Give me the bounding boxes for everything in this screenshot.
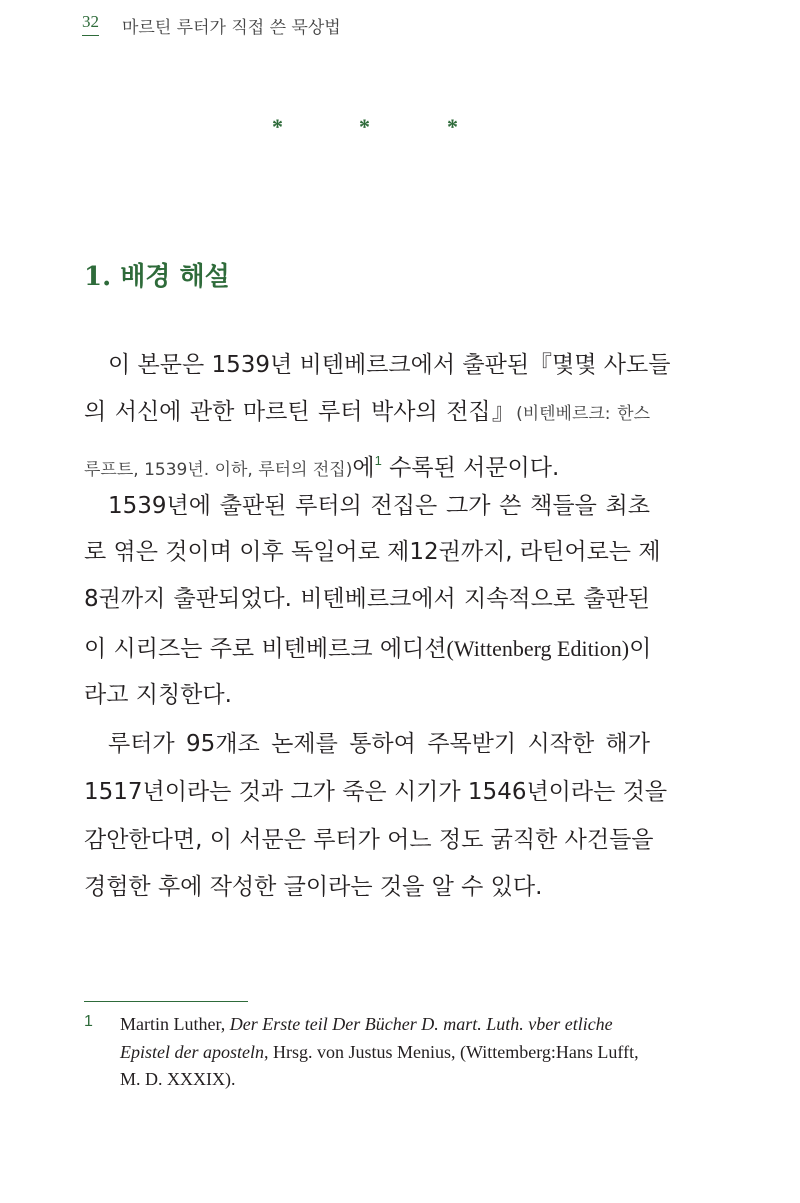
- text: (Wittenberg Edition): [446, 636, 630, 661]
- text: 에: [352, 455, 375, 481]
- body-line: [84, 446, 650, 485]
- footnote-line: M. D. XXXIX).: [120, 1069, 236, 1089]
- text: Epistel der aposteln: [120, 1042, 264, 1062]
- text: (비텐베르크: 한스: [516, 404, 650, 424]
- running-title: 마르틴 루터가 직접 쓴 묵상법: [122, 18, 341, 38]
- text: 이 시리즈는 주로 비텐베르크 에디션: [84, 636, 447, 662]
- footnote-line: [120, 1039, 639, 1066]
- footnote-line: [120, 1011, 613, 1038]
- footnote-ref[interactable]: 1: [374, 453, 382, 468]
- text: 의 서신에 관한 마르틴 루터 박사의 전집』: [84, 399, 517, 425]
- text: Martin Luther,: [120, 1014, 230, 1034]
- text: 수록된 서문이다.: [381, 455, 560, 481]
- body-line: [84, 397, 650, 429]
- footnote-rule: [84, 1001, 248, 1002]
- body-line: 감안한다면, 이 서문은 루터가 어느 정도 굵직한 사건들을: [84, 827, 654, 853]
- text: , Hrsg. von Justus Menius, (Wittemberg:Hans Lufft,: [263, 1042, 639, 1062]
- body-line: 1539년에 출판된 루터의 전집은 그가 쓴 책들을 최초: [108, 493, 650, 519]
- body-line: 8권까지 출판되었다. 비텐베르크에서 지속적으로 출판된: [84, 586, 650, 612]
- separator-asterisk: *: [272, 114, 283, 139]
- body-line: 이 본문은 1539년 비텐베르크에서 출판된『몇몇 사도들: [108, 352, 671, 378]
- body-line: 라고 지칭한다.: [84, 682, 232, 708]
- text: 이: [629, 636, 652, 662]
- body-line: 1517년이라는 것과 그가 죽은 시기가 1546년이라는 것을: [84, 779, 668, 805]
- separator-asterisk: *: [359, 114, 370, 139]
- page-number: 32: [82, 12, 99, 36]
- text: 루프트, 1539년. 이하, 루터의 전집): [84, 460, 353, 480]
- text: Der Erste teil Der Bücher D. mart. Luth. vber etliche: [229, 1014, 613, 1034]
- body-line: 로 엮은 것이며 이후 독일어로 제12권까지, 라틴어로는 제: [84, 539, 661, 565]
- separator-asterisk: *: [447, 114, 458, 139]
- section-heading: 1. 배경 해설: [84, 262, 230, 292]
- body-line: 루터가 95개조 논제를 통하여 주목받기 시작한 해가: [108, 731, 650, 757]
- footnote-number: 1: [84, 1013, 93, 1030]
- body-line: 경험한 후에 작성한 글이라는 것을 알 수 있다.: [84, 874, 543, 900]
- body-line: [84, 634, 650, 664]
